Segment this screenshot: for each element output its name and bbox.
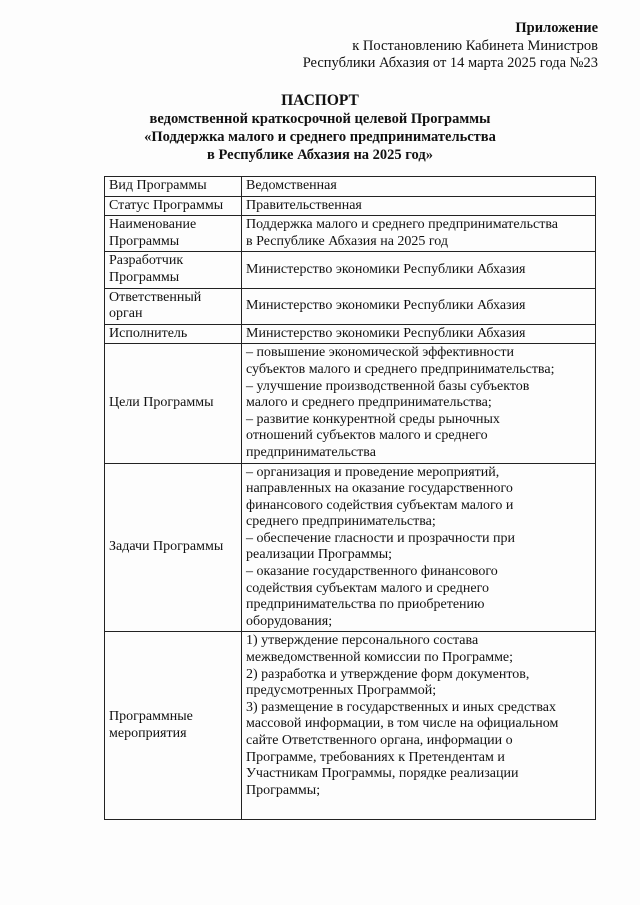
label-line: Вид Программы [109, 178, 207, 193]
row-label [105, 463, 242, 632]
label-line: Программы [109, 233, 180, 249]
value-line: Ведомственная [246, 178, 337, 193]
value-line: Министерство экономики Республики Абхазия [246, 261, 526, 277]
value-line: малого и среднего предпринимательства; [246, 395, 492, 411]
heading-line-2: «Поддержка малого и среднего предпринимательства [144, 129, 496, 145]
value-line: содействия субъектам малого и среднего [246, 580, 490, 596]
heading-title: ПАСПОРТ [281, 92, 359, 109]
value-line: – организация и проведение мероприятий, [246, 464, 500, 480]
table-row [105, 324, 596, 344]
value-line: отношений субъектов малого и среднего [246, 428, 488, 444]
label-line: Цели Программы [109, 395, 214, 411]
label-line: Ответственный [109, 289, 202, 305]
value-line: предпринимательства по приобретению [246, 597, 485, 613]
value-line: 2) разработка и утверждение форм документов, [246, 666, 530, 682]
value-line: предусмотренных Программой; [246, 683, 437, 699]
passport-table [104, 176, 596, 820]
label-line: Программные [109, 709, 193, 725]
appendix-block [303, 20, 598, 73]
value-line: 3) размещение в государственных и иных средствах [246, 699, 556, 715]
value-line: – обеспечение гласности и прозрачности при [246, 530, 515, 546]
value-line: предпринимательства [246, 444, 376, 460]
label-line: Наименование [109, 217, 197, 233]
value-line: реализации Программы; [246, 547, 393, 563]
value-line: среднего предпринимательства; [246, 514, 436, 530]
row-label [105, 196, 242, 216]
row-value [242, 632, 596, 820]
value-line: Программы; [246, 782, 321, 798]
table-row [105, 288, 596, 324]
row-value [242, 463, 596, 632]
label-line: Задачи Программы [109, 539, 224, 555]
appendix-title: Приложение [515, 20, 598, 36]
table-row [105, 463, 596, 632]
appendix-line-1: к Постановлению Кабинета Министров [352, 37, 598, 54]
value-line: – оказание государственного финансового [246, 564, 498, 580]
value-line: Министерство экономики Республики Абхазия [246, 325, 526, 341]
value-line: в Республике Абхазия на 2025 год [246, 233, 449, 249]
value-line: массовой информации, в том числе на официальном [246, 716, 559, 732]
row-label [105, 344, 242, 463]
value-line: оборудования; [246, 613, 333, 629]
row-value [242, 324, 596, 344]
row-label [105, 177, 242, 197]
table-row [105, 196, 596, 216]
row-label [105, 216, 242, 252]
value-line: Программе, требованиях к Претендентам и [246, 749, 505, 765]
value-line: финансового содействия субъектам малого и [246, 497, 514, 513]
label-line: Исполнитель [109, 325, 188, 341]
value-line: Министерство экономики Республики Абхазия [246, 297, 526, 313]
heading-line-3: в Республике Абхазия на 2025 год» [207, 147, 433, 163]
row-label [105, 288, 242, 324]
row-value [242, 288, 596, 324]
table-row [105, 177, 596, 197]
document-heading [0, 92, 640, 164]
value-line: направленных на оказание государственного [246, 481, 513, 497]
row-label [105, 252, 242, 288]
value-line: Поддержка малого и среднего предпринимательства [246, 217, 558, 233]
value-line: 1) утверждение персонального состава [246, 633, 479, 649]
value-line: Правительственная [246, 197, 362, 213]
label-line: Программы [109, 269, 180, 285]
row-value [242, 216, 596, 252]
value-line: субъектов малого и среднего предпринимательства; [246, 361, 555, 377]
row-label [105, 632, 242, 820]
label-line: мероприятия [109, 725, 187, 741]
table-row [105, 252, 596, 288]
label-line: орган [109, 306, 143, 322]
value-line: – улучшение производственной базы субъектов [246, 378, 530, 394]
label-line: Разработчик [109, 253, 184, 269]
row-value [242, 196, 596, 216]
table-row [105, 344, 596, 463]
row-label [105, 324, 242, 344]
value-line: – развитие конкурентной среды рыночных [246, 411, 500, 427]
value-line: – повышение экономической эффективности [246, 345, 514, 361]
table-row [105, 216, 596, 252]
appendix-line-2: Республики Абхазия от 14 марта 2025 года №23 [302, 55, 598, 71]
row-value [242, 252, 596, 288]
value-line: межведомственной комиссии по Программе; [246, 650, 514, 666]
heading-line-1: ведомственной краткосрочной целевой Программы [149, 111, 491, 127]
label-line: Статус Программы [109, 197, 224, 213]
row-value [242, 344, 596, 463]
table-row [105, 632, 596, 820]
value-line: сайте Ответственного органа, информации о [246, 733, 513, 748]
row-value [242, 177, 596, 197]
value-line: Участникам Программы, порядке реализации [246, 766, 519, 782]
